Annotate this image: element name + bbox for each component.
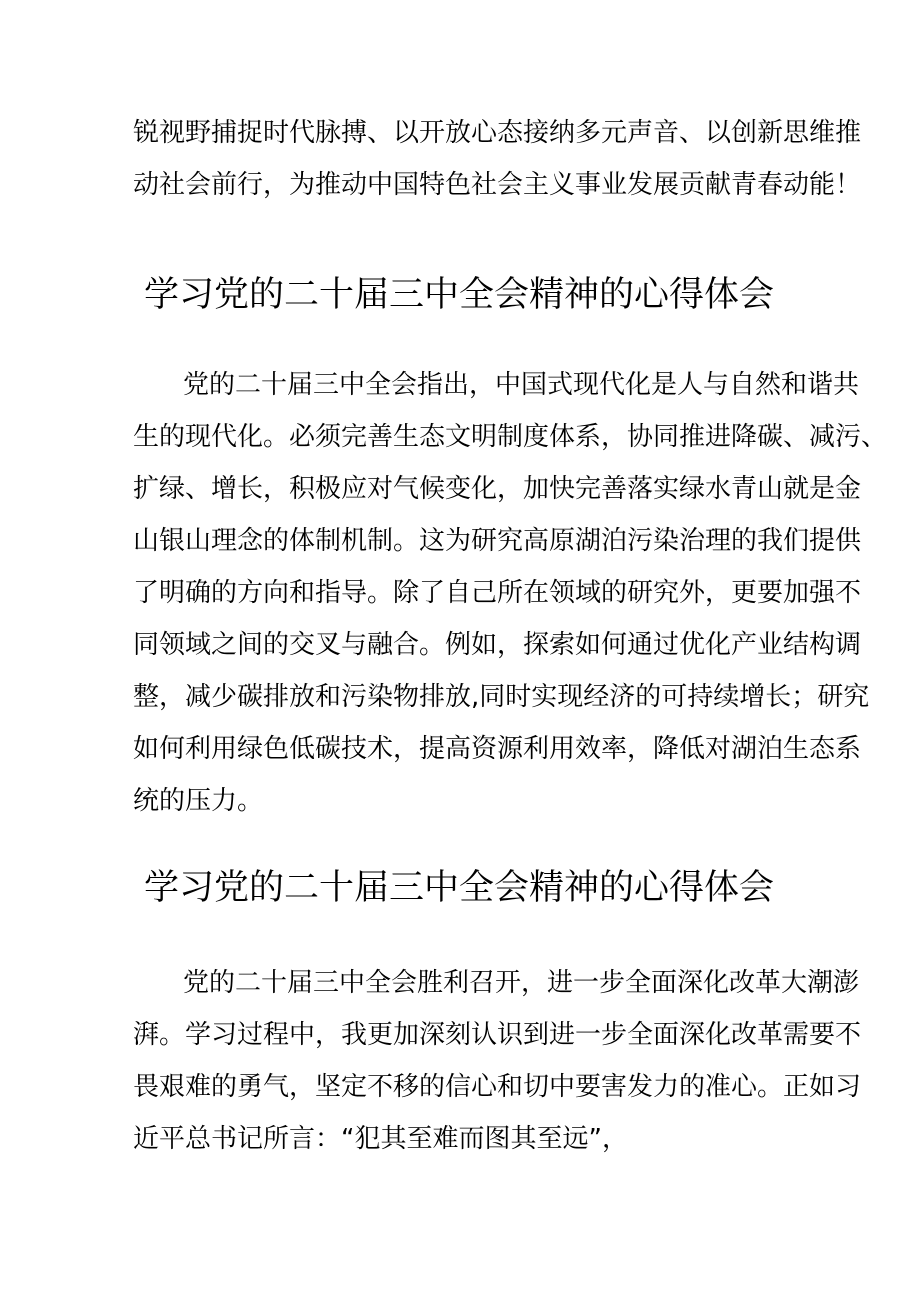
paragraph-line: 整，减少碳排放和污染物排放,同时实现经济的可持续增长；研究: [133, 682, 870, 712]
paragraph-line: 畏艰难的勇气，坚定不移的信心和切中要害发力的准心。正如习: [133, 1072, 862, 1102]
paragraph-line: 如何利用绿色低碳技术，提高资源利用效率，降低对湖泊生态系: [133, 734, 862, 764]
paragraph-line: 党的二十届三中全会胜利召开，进一步全面深化改革大潮澎: [183, 968, 860, 998]
paragraph-line: 锐视野捕捉时代脉搏、以开放心态接纳多元声音、以创新思维推: [133, 118, 862, 148]
paragraph-line: 生的现代化。必须完善生态文明制度体系，协同推进降碳、减污、: [133, 422, 888, 452]
paragraph-line: 近平总书记所言：“犯其至难而图其至远”，: [133, 1124, 628, 1154]
paragraph-line: 湃。学习过程中，我更加深刻认识到进一步全面深化改革需要不: [133, 1020, 862, 1050]
paragraph-line: 党的二十届三中全会指出，中国式现代化是人与自然和谐共: [183, 370, 860, 400]
paragraph-line: 扩绿、增长，积极应对气候变化，加快完善落实绿水青山就是金: [133, 474, 862, 504]
paragraph-line: 同领域之间的交叉与融合。例如，探索如何通过优化产业结构调: [133, 630, 862, 660]
paragraph-line: 山银山理念的体制机制。这为研究高原湖泊污染治理的我们提供: [133, 526, 862, 556]
section-heading: 学习党的二十届三中全会精神的心得体会: [144, 868, 775, 908]
paragraph-line: 统的压力。: [133, 786, 264, 816]
paragraph-line: 动社会前行，为推动中国特色社会主义事业发展贡献青春动能！: [133, 170, 862, 200]
paragraph-line: 了明确的方向和指导。除了自己所在领域的研究外，更要加强不: [133, 578, 862, 608]
section-heading: 学习党的二十届三中全会精神的心得体会: [144, 275, 775, 315]
